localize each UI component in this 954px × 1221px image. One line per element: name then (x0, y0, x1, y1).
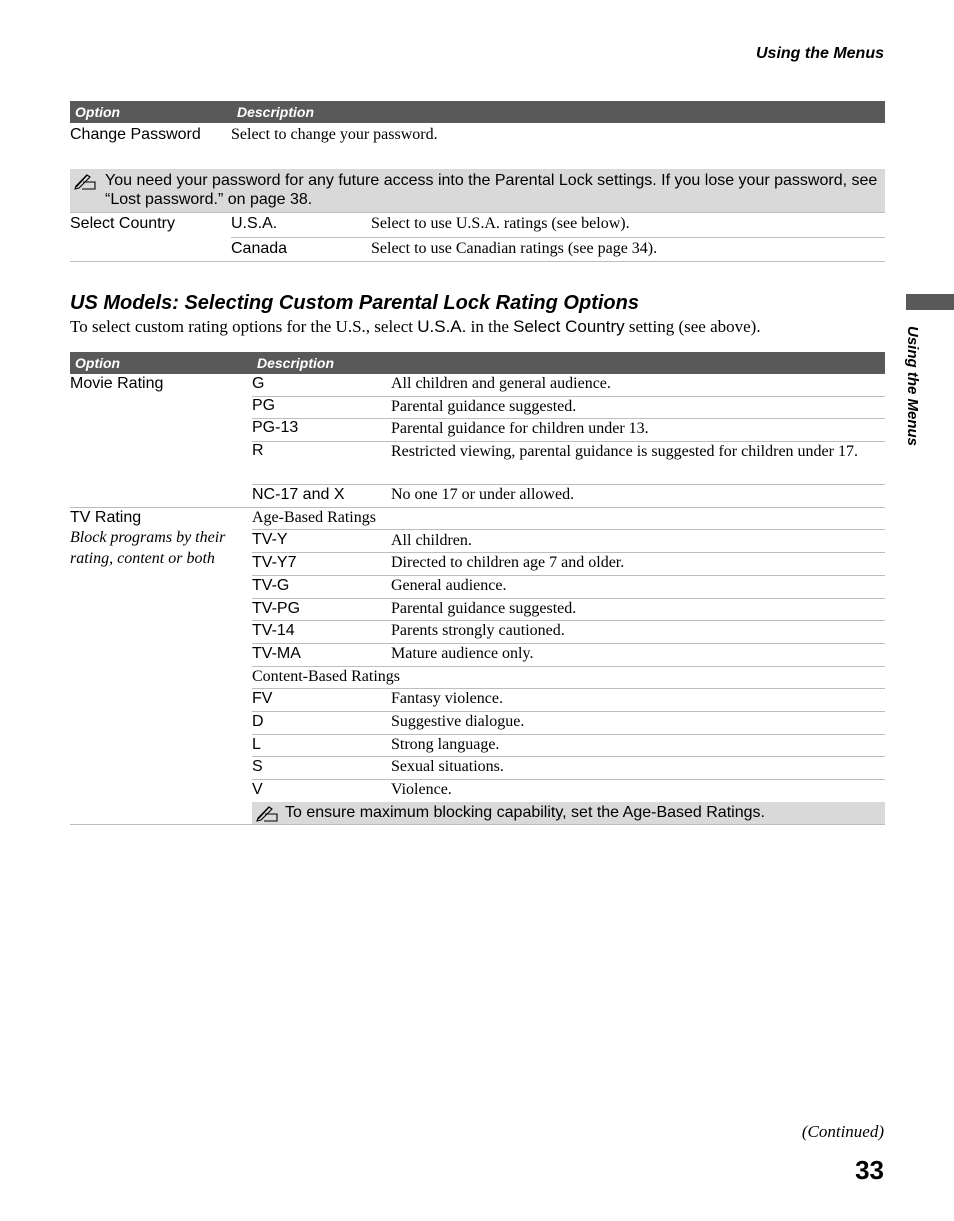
rating-description: Violence. (391, 781, 452, 798)
rating-description: All children. (391, 532, 472, 549)
rating-code: TV-Y (252, 531, 288, 548)
movie-rating-option: Movie Rating (70, 375, 164, 392)
divider (70, 824, 885, 825)
table1-header (70, 101, 885, 123)
rating-code: TV-MA (252, 645, 301, 662)
rating-code: TV-PG (252, 600, 301, 617)
rating-code: FV (252, 690, 273, 707)
rating-code: V (252, 781, 263, 798)
rating-code: TV-14 (252, 622, 295, 639)
rating-description: All children and general audience. (391, 375, 611, 392)
select-country-option: Select Country (70, 215, 175, 232)
rating-description: No one 17 or under allowed. (391, 486, 575, 503)
rating-description: Directed to children age 7 and older. (391, 554, 625, 571)
note-pencil-icon (255, 804, 279, 822)
divider (252, 529, 885, 530)
country-canada-description: Select to use Canadian ratings (see page 34). (371, 240, 658, 257)
rating-description: Parental guidance for children under 13. (391, 420, 649, 437)
table1-header-option: Option (75, 104, 121, 120)
intro-text: To select custom rating options for the U.S., select (70, 317, 418, 336)
running-head: Using the Menus (755, 45, 884, 62)
tv-rating-subtitle: Block programs by their rating, content or both (70, 529, 226, 567)
rating-description: Fantasy violence. (391, 690, 503, 707)
rating-code: TV-Y7 (252, 554, 297, 571)
password-note-text: You need your password for any future access into the Parental Lock settings. If you lose your password, see “Lost password.” on page 38. (105, 172, 878, 208)
age-based-heading: Age-Based Ratings (252, 509, 376, 526)
blocking-note-text: To ensure maximum blocking capability, set the Age-Based Ratings. (285, 804, 765, 821)
country-usa: U.S.A. (231, 215, 278, 232)
change-password-option: Change Password (70, 126, 201, 143)
continued-label: (Continued) (801, 1122, 884, 1141)
divider (70, 261, 885, 262)
divider (252, 688, 885, 689)
rating-description: Suggestive dialogue. (391, 713, 525, 730)
divider (70, 507, 885, 508)
rating-code: R (252, 442, 264, 459)
rating-description: General audience. (391, 577, 507, 594)
rating-code: PG (252, 397, 276, 414)
password-note (70, 169, 885, 212)
rating-code: NC-17 and X (252, 486, 345, 503)
rating-code: L (252, 736, 261, 753)
divider (252, 575, 885, 576)
rating-description: Parental guidance suggested. (391, 398, 577, 415)
rating-description: Strong language. (391, 736, 500, 753)
content-based-heading: Content-Based Ratings (252, 668, 400, 685)
divider (252, 643, 885, 644)
divider (252, 756, 885, 757)
rating-description: Restricted viewing, parental guidance is suggested for children under 17. (391, 443, 858, 460)
intro-text: in the (466, 317, 514, 336)
divider (252, 734, 885, 735)
table1-header-description: Description (237, 104, 315, 120)
rating-code: S (252, 758, 263, 775)
rating-code: PG-13 (252, 419, 299, 436)
rating-code: G (252, 375, 265, 392)
table2-header-description: Description (257, 355, 335, 371)
section-intro (70, 317, 761, 337)
note-pencil-icon (73, 172, 97, 190)
side-tab-bar (906, 294, 954, 310)
section-title: US Models: Selecting Custom Parental Lock Rating Options (70, 292, 639, 314)
rating-code: TV-G (252, 577, 290, 594)
divider (252, 779, 885, 780)
divider (252, 711, 885, 712)
rating-description: Sexual situations. (391, 758, 504, 775)
rating-description: Parental guidance suggested. (391, 600, 577, 617)
blocking-note (252, 802, 885, 824)
rating-code: D (252, 713, 264, 730)
change-password-description: Select to change your password. (231, 126, 438, 143)
table2-header-option: Option (75, 355, 121, 371)
intro-text: setting (see above). (624, 317, 761, 336)
intro-select-country: Select Country (513, 317, 625, 336)
table2-header (70, 352, 885, 374)
rating-description: Parents strongly cautioned. (391, 622, 565, 639)
side-tab-label: Using the Menus (904, 326, 921, 447)
tv-rating-option: TV Rating (70, 509, 142, 526)
country-usa-description: Select to use U.S.A. ratings (see below). (371, 215, 630, 232)
divider (252, 620, 885, 621)
country-canada: Canada (231, 240, 288, 257)
rating-description: Mature audience only. (391, 645, 534, 662)
page-number: 33 (855, 1155, 884, 1185)
intro-usa: U.S.A. (417, 317, 467, 336)
